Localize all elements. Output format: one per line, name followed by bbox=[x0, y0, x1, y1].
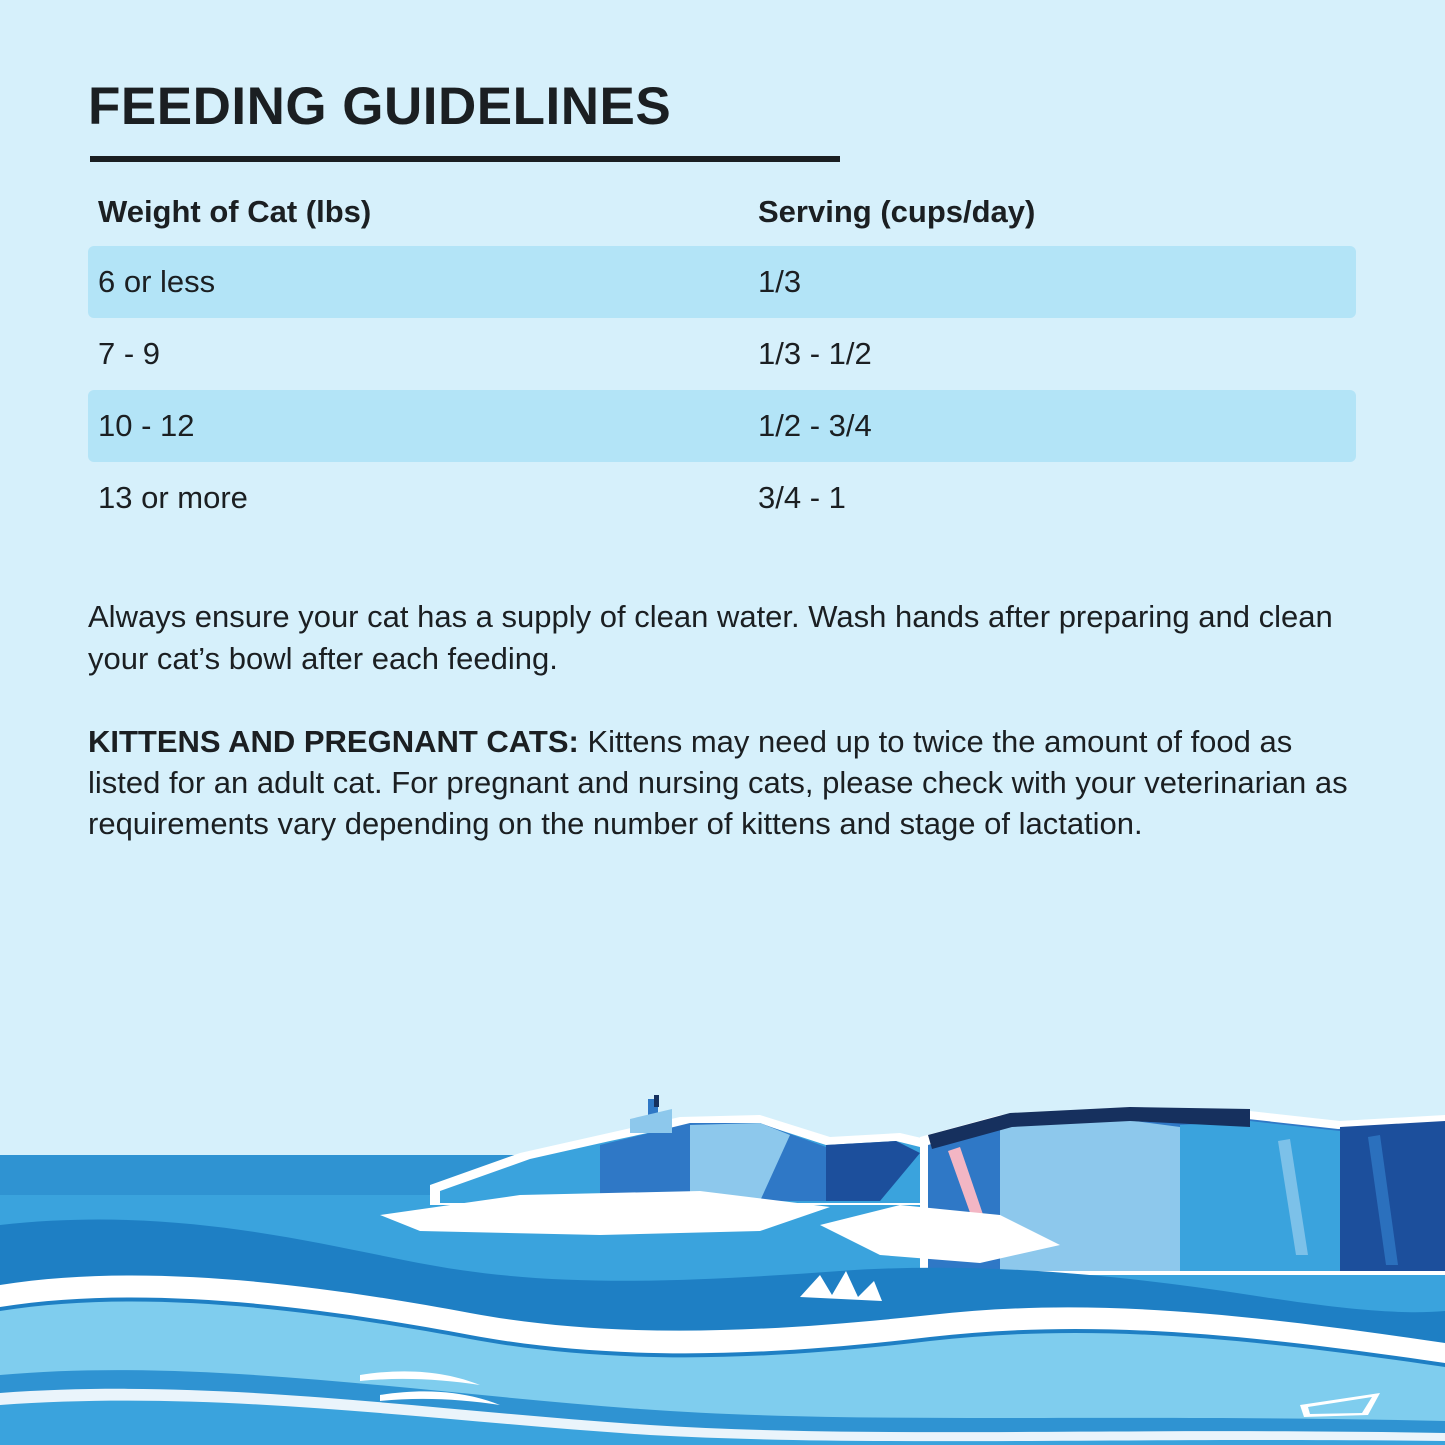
kittens-note-text: Kittens may need up to twice the amount of food as listed for an adult cat. For pregnant and nursing cats, please check with your veterinarian as requirements vary depending on the number of kittens and stage of lactation. bbox=[88, 723, 1348, 842]
kittens-note-label: KITTENS AND PREGNANT CATS: bbox=[88, 723, 579, 759]
table-row bbox=[88, 246, 1356, 318]
coastal-cliffs-ocean-illustration bbox=[0, 1075, 1445, 1445]
column-header-weight: Weight of Cat (lbs) bbox=[98, 194, 372, 230]
table-row bbox=[88, 462, 1356, 534]
kittens-note-paragraph bbox=[88, 721, 1358, 845]
cell-serving: 1/3 bbox=[748, 246, 1356, 318]
feeding-table bbox=[88, 180, 1356, 534]
cell-serving: 1/3 - 1/2 bbox=[758, 336, 872, 372]
water-note-paragraph: Always ensure your cat has a supply of clean water. Wash hands after preparing and clean your cat’s bowl after each feeding. bbox=[88, 599, 1333, 676]
table-row bbox=[88, 318, 1356, 390]
cell-weight: 6 or less bbox=[88, 246, 748, 318]
table-header-row bbox=[88, 180, 1356, 246]
cell-weight: 7 - 9 bbox=[98, 336, 161, 372]
cell-serving: 1/2 - 3/4 bbox=[748, 390, 1356, 462]
table-row bbox=[88, 390, 1356, 462]
page-title: FEEDING GUIDELINES bbox=[88, 77, 672, 136]
cell-weight: 13 or more bbox=[98, 480, 248, 516]
content-area bbox=[88, 78, 1358, 844]
cell-serving: 3/4 - 1 bbox=[758, 480, 846, 516]
column-header-serving: Serving (cups/day) bbox=[758, 194, 1036, 230]
cell-weight: 10 - 12 bbox=[88, 390, 748, 462]
title-underline-divider bbox=[90, 156, 840, 162]
